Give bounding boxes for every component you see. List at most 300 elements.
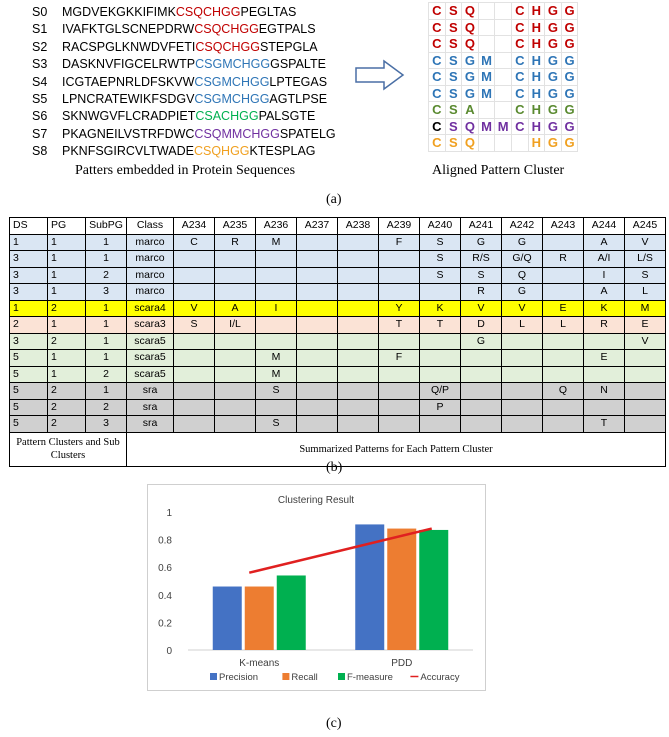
table-cell (625, 416, 666, 433)
aligned-cell: C (511, 85, 528, 102)
table-header-row (10, 218, 666, 235)
table-cell: T (584, 416, 625, 433)
table-cell (461, 350, 502, 367)
table-cell (461, 399, 502, 416)
table-cell (461, 383, 502, 400)
aligned-cell: H (528, 85, 545, 102)
column-header: DS (10, 218, 48, 235)
sequence-motif: CSGMCHGG (195, 57, 271, 72)
sequence-id: S5 (32, 92, 48, 106)
aligned-cell: C (511, 69, 528, 86)
clustering-chart (148, 485, 485, 690)
table-cell (174, 267, 215, 284)
aligned-cell: G (561, 3, 578, 20)
table-row (10, 317, 666, 334)
aligned-cell: G (561, 102, 578, 119)
table-cell: scara3 (127, 317, 174, 334)
table-cell (379, 399, 420, 416)
table-cell: 3 (86, 284, 127, 301)
sequence-row (32, 22, 316, 36)
table-row (10, 234, 666, 251)
table-cell (174, 399, 215, 416)
bar (213, 587, 242, 650)
chart-frame (147, 484, 486, 691)
sequence-prefix: DASKNVFIGCELRWTP (62, 57, 196, 72)
table-cell: I/L (215, 317, 256, 334)
table-cell (174, 416, 215, 433)
legend-swatch (338, 673, 345, 680)
table-cell (174, 366, 215, 383)
sequence-row (32, 75, 327, 89)
table-cell (215, 350, 256, 367)
table-cell: 1 (86, 383, 127, 400)
table-cell: 1 (48, 350, 86, 367)
aligned-cell: S (445, 3, 462, 20)
sequence-id: S1 (32, 22, 48, 37)
sequence-suffix: GSPALTE (270, 57, 326, 72)
aligned-cell: C (429, 85, 446, 102)
table-cell: G (502, 234, 543, 251)
table-cell: Q (543, 383, 584, 400)
table-row (10, 350, 666, 367)
y-tick-label: 0 (166, 646, 172, 657)
table-cell (215, 284, 256, 301)
table-cell: F (379, 234, 420, 251)
table-cell (297, 234, 338, 251)
aligned-cell: Q (462, 135, 479, 152)
table-cell: A (584, 234, 625, 251)
aligned-cell: H (528, 118, 545, 135)
sequence-motif: CSQCHGG (195, 39, 260, 54)
table-cell (584, 399, 625, 416)
table-cell (420, 416, 461, 433)
table-cell (338, 333, 379, 350)
table-cell (215, 333, 256, 350)
caption-left: Patters embedded in Protein Sequences (75, 163, 296, 178)
column-header: A243 (543, 218, 584, 235)
column-header: Class (127, 218, 174, 235)
sequence-row (32, 57, 326, 71)
table-cell: Q (502, 267, 543, 284)
aligned-cell: S (445, 69, 462, 86)
column-header: A235 (215, 218, 256, 235)
table-cell: 1 (86, 234, 127, 251)
table-cell (297, 317, 338, 334)
table-cell (297, 333, 338, 350)
legend-swatch (210, 673, 217, 680)
table-cell (625, 399, 666, 416)
aligned-pattern-grid (428, 2, 578, 152)
sequence-suffix: PEGLTAS (240, 5, 297, 19)
table-cell: A (215, 300, 256, 317)
table-cell: Y (379, 300, 420, 317)
aligned-cell: S (445, 118, 462, 135)
sequence-id: S8 (32, 144, 48, 159)
aligned-cell: C (511, 36, 528, 53)
table-cell (543, 284, 584, 301)
table-cell: 2 (86, 267, 127, 284)
table-cell (502, 383, 543, 400)
sequence-suffix: EGTPALS (258, 22, 316, 37)
sequence-suffix: LPTEGAS (269, 74, 328, 89)
table-row (10, 300, 666, 317)
table-cell (379, 416, 420, 433)
table-cell: 1 (48, 267, 86, 284)
table-cell (502, 350, 543, 367)
legend-swatch (282, 673, 289, 680)
aligned-cell: H (528, 3, 545, 20)
column-header: A236 (256, 218, 297, 235)
sequence-prefix: IVAFKTGLSCNEPDRW (62, 22, 195, 37)
table-cell (297, 267, 338, 284)
bar (387, 529, 416, 650)
column-header: A242 (502, 218, 543, 235)
table-cell (502, 333, 543, 350)
table-cell (625, 350, 666, 367)
aligned-cell: S (445, 102, 462, 119)
table-row (10, 399, 666, 416)
aligned-cell: M (478, 69, 495, 86)
table-cell: 2 (86, 366, 127, 383)
aligned-row (429, 118, 578, 135)
table-cell: 2 (48, 399, 86, 416)
sequence-row (32, 92, 327, 106)
table-cell: G (461, 333, 502, 350)
aligned-cell (495, 36, 512, 53)
table-cell: V (502, 300, 543, 317)
table-cell (338, 284, 379, 301)
legend-label: F-measure (347, 672, 393, 683)
table-cell: I (584, 267, 625, 284)
column-header: PG (48, 218, 86, 235)
table-cell: 1 (48, 234, 86, 251)
y-tick-label: 0.8 (158, 535, 172, 547)
table-cell: C (174, 234, 215, 251)
sequence-id: S4 (32, 74, 48, 89)
aligned-cell: H (528, 36, 545, 53)
table-cell: R/S (461, 251, 502, 268)
sequence-id: S3 (32, 57, 48, 72)
table-row (10, 416, 666, 433)
aligned-cell: Q (462, 36, 479, 53)
table-row (10, 383, 666, 400)
table-row (10, 251, 666, 268)
table-cell (338, 267, 379, 284)
aligned-cell (478, 36, 495, 53)
table-cell (338, 300, 379, 317)
aligned-cell: H (528, 52, 545, 69)
table-cell (379, 366, 420, 383)
table-cell: 1 (86, 333, 127, 350)
table-cell: G (502, 284, 543, 301)
table-cell (297, 251, 338, 268)
aligned-row (429, 85, 578, 102)
aligned-cell: G (561, 118, 578, 135)
sequence-prefix: LPNCRATEWIKFSDGV (62, 92, 195, 106)
table-cell (379, 251, 420, 268)
legend-label: Accuracy (420, 672, 460, 683)
table-cell: 1 (48, 251, 86, 268)
aligned-cell: A (462, 102, 479, 119)
aligned-cell: G (545, 85, 562, 102)
sequence-prefix: ICGTAEPNRLDFSKVW (62, 74, 195, 89)
aligned-cell: S (445, 85, 462, 102)
aligned-cell: C (429, 19, 446, 36)
aligned-row (429, 36, 578, 53)
footer-right: Summarized Patterns for Each Pattern Cluster (127, 432, 666, 466)
table-cell (379, 383, 420, 400)
footer-left: Pattern Clusters and Sub Clusters (10, 432, 127, 466)
table-cell: V (625, 333, 666, 350)
sequence-row (32, 127, 336, 141)
sequence-motif: CSQMMCHGG (194, 126, 280, 141)
table-cell: S (625, 267, 666, 284)
table-cell (338, 350, 379, 367)
aligned-cell: G (462, 52, 479, 69)
sequence-suffix: PALSGTE (258, 109, 316, 124)
table-cell: 5 (10, 350, 48, 367)
aligned-row (429, 102, 578, 119)
aligned-cell (495, 85, 512, 102)
aligned-cell: M (478, 85, 495, 102)
table-cell: R (543, 251, 584, 268)
table-cell: 3 (86, 416, 127, 433)
aligned-cell: G (462, 69, 479, 86)
legend-label: Recall (291, 672, 318, 683)
aligned-cell: C (429, 69, 446, 86)
table-cell: L/S (625, 251, 666, 268)
aligned-row (429, 52, 578, 69)
aligned-cell: Q (462, 3, 479, 20)
aligned-cell: H (528, 102, 545, 119)
table-cell: M (256, 350, 297, 367)
table-cell (543, 350, 584, 367)
table-cell: E (625, 317, 666, 334)
table-cell (420, 333, 461, 350)
table-cell: M (256, 366, 297, 383)
table-cell (338, 366, 379, 383)
aligned-cell: G (545, 102, 562, 119)
table-cell (543, 267, 584, 284)
aligned-cell (495, 135, 512, 152)
aligned-cell: C (429, 36, 446, 53)
table-cell: V (461, 300, 502, 317)
aligned-cell (495, 19, 512, 36)
x-tick-label: K-means (239, 658, 280, 669)
sequence-row (32, 109, 315, 123)
table-cell (297, 399, 338, 416)
bar (419, 530, 448, 650)
table-cell: scara5 (127, 350, 174, 367)
table-cell: S (461, 267, 502, 284)
aligned-cell: C (429, 3, 446, 20)
aligned-cell: G (561, 69, 578, 86)
table-cell: M (625, 300, 666, 317)
caption-right: Aligned Pattern Cluster (432, 163, 565, 178)
table-cell (338, 234, 379, 251)
table-cell: R (584, 317, 625, 334)
table-cell (215, 251, 256, 268)
aligned-cell: C (429, 118, 446, 135)
table-cell: S (256, 383, 297, 400)
table-cell (625, 383, 666, 400)
table-cell: 2 (48, 333, 86, 350)
y-tick-label: 1 (166, 508, 172, 519)
column-header: A238 (338, 218, 379, 235)
table-row (10, 333, 666, 350)
sequence-row (32, 5, 296, 19)
table-cell (379, 267, 420, 284)
table-cell: 1 (10, 300, 48, 317)
table-cell (379, 284, 420, 301)
table-cell (502, 416, 543, 433)
table-cell: 2 (10, 317, 48, 334)
table-cell: 1 (48, 366, 86, 383)
table-cell (338, 383, 379, 400)
table-cell: R (461, 284, 502, 301)
table-cell (256, 333, 297, 350)
table-cell: K (584, 300, 625, 317)
sequence-motif: CSQHGG (193, 144, 250, 159)
aligned-cell: M (478, 52, 495, 69)
sequence-prefix: RACSPGLKNWDVFETI (62, 39, 196, 54)
aligned-cell: G (561, 85, 578, 102)
aligned-cell: S (445, 36, 462, 53)
sequence-suffix: AGTLPSE (269, 92, 328, 106)
sequence-id: S2 (32, 39, 48, 54)
table-cell (379, 333, 420, 350)
sequence-row (32, 144, 316, 158)
table-cell: marco (127, 284, 174, 301)
table-cell: M (256, 234, 297, 251)
sequence-motif: CSQCHGG (194, 22, 259, 37)
table-cell (297, 383, 338, 400)
sequence-suffix: KTESPLAG (249, 144, 316, 159)
aligned-cell: C (511, 118, 528, 135)
aligned-cell: G (545, 118, 562, 135)
table-cell: S (420, 234, 461, 251)
table-cell (584, 333, 625, 350)
table-cell (338, 399, 379, 416)
chart-title: Clustering Result (277, 495, 355, 506)
table-cell: R (215, 234, 256, 251)
table-cell (256, 251, 297, 268)
table-cell (338, 416, 379, 433)
table-cell: D (461, 317, 502, 334)
aligned-cell: C (429, 135, 446, 152)
table-cell (297, 300, 338, 317)
column-header: A244 (584, 218, 625, 235)
table-cell: V (174, 300, 215, 317)
column-header: SubPG (86, 218, 127, 235)
aligned-cell: M (495, 118, 512, 135)
table-cell (174, 350, 215, 367)
y-tick-label: 0.4 (158, 590, 172, 602)
table-cell: P (420, 399, 461, 416)
table-cell (461, 416, 502, 433)
table-cell: 5 (10, 399, 48, 416)
aligned-cell: Q (462, 118, 479, 135)
table-cell: 2 (48, 416, 86, 433)
aligned-cell: Q (462, 19, 479, 36)
table-cell (174, 284, 215, 301)
table-cell: 1 (86, 317, 127, 334)
table-cell: 2 (48, 383, 86, 400)
table-cell: 5 (10, 416, 48, 433)
table-cell (420, 284, 461, 301)
aligned-cell: G (561, 19, 578, 36)
aligned-cell: C (511, 19, 528, 36)
column-header: A237 (297, 218, 338, 235)
table-cell: 3 (10, 267, 48, 284)
sequence-motif: CSGMCHGG (194, 92, 270, 106)
table-cell: G/Q (502, 251, 543, 268)
legend-label: Precision (219, 672, 259, 683)
table-cell: 5 (10, 366, 48, 383)
table-cell: Q/P (420, 383, 461, 400)
table-cell: F (379, 350, 420, 367)
table-cell: 1 (10, 234, 48, 251)
aligned-cell (495, 3, 512, 20)
aligned-cell: C (429, 102, 446, 119)
table-cell: S (174, 317, 215, 334)
aligned-row (429, 135, 578, 152)
aligned-cell (478, 135, 495, 152)
table-cell (215, 267, 256, 284)
table-cell: L (625, 284, 666, 301)
aligned-row (429, 19, 578, 36)
table-cell: T (379, 317, 420, 334)
table-cell (543, 366, 584, 383)
table-cell: 3 (10, 251, 48, 268)
table-cell (420, 350, 461, 367)
table-cell (297, 416, 338, 433)
table-cell (625, 366, 666, 383)
aligned-cell (511, 135, 528, 152)
aligned-cell: C (511, 52, 528, 69)
aligned-cell (478, 19, 495, 36)
table-cell (461, 366, 502, 383)
table-cell (502, 399, 543, 416)
aligned-cell: C (511, 102, 528, 119)
table-cell: E (543, 300, 584, 317)
table-cell: A/I (584, 251, 625, 268)
sequence-motif: CSQCHGG (175, 5, 241, 19)
aligned-cell (495, 52, 512, 69)
table-cell (174, 333, 215, 350)
panel-label-a: (a) (326, 192, 342, 207)
table-cell: 1 (86, 300, 127, 317)
aligned-cell: S (445, 52, 462, 69)
column-header: A245 (625, 218, 666, 235)
aligned-cell: C (429, 52, 446, 69)
table-cell (297, 366, 338, 383)
table-cell: sra (127, 416, 174, 433)
table-cell: scara4 (127, 300, 174, 317)
table-cell: G (461, 234, 502, 251)
table-cell: 1 (86, 350, 127, 367)
aligned-cell: G (545, 52, 562, 69)
table-cell: 1 (48, 317, 86, 334)
y-tick-label: 0.2 (158, 618, 172, 630)
table-cell: V (625, 234, 666, 251)
table-cell: 1 (48, 284, 86, 301)
table-cell (215, 399, 256, 416)
table-cell (256, 267, 297, 284)
aligned-cell: G (561, 135, 578, 152)
table-cell: K (420, 300, 461, 317)
aligned-cell: G (545, 69, 562, 86)
